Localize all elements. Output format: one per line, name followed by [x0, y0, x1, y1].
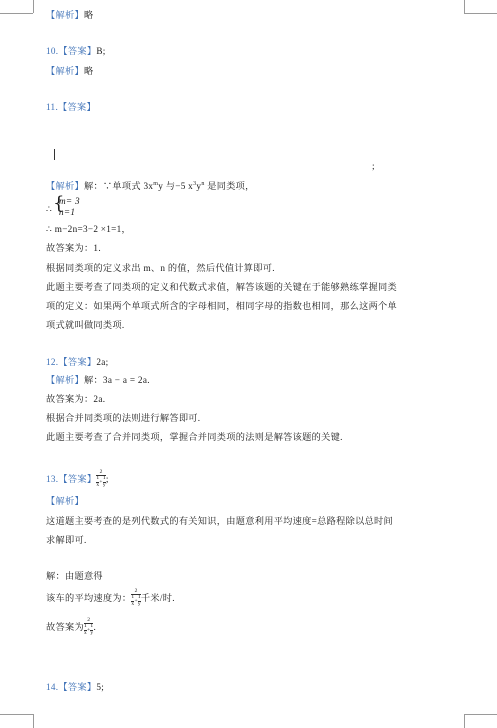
q11-para-2: 此题主要考查了同类项的定义和代数式求值，解答该题的关键在于能够熟练掌握同类 [46, 282, 398, 292]
q13-solution-line: 解：由题意得 [46, 571, 103, 581]
q12-answer: 2a; [96, 357, 109, 367]
crop-mark-top-left-h [0, 13, 33, 14]
q13-para-2: 求解即可. [46, 535, 87, 545]
q13-analysis-tag-line [46, 495, 84, 508]
q11-para-4: 项式就叫做同类项. [46, 320, 125, 330]
q13-avg-frac-y: y [137, 600, 141, 607]
q14-answer-line [46, 681, 104, 694]
q11-number: 11. [46, 102, 59, 112]
q13-frac-one-b: 1 [102, 475, 106, 482]
q13-avg-frac-one-b: 1 [137, 594, 141, 601]
q11-para-3: 项的定义：如果两个单项式所含的字母相同，相同字母的指数也相同，那么这两个单 [46, 301, 398, 311]
q13-avg-frac-x: x [131, 600, 135, 607]
q13-avg-frac-plus: + [134, 597, 138, 604]
q11-system-eq1: m= 3 [59, 196, 80, 206]
q13-avg-speed-prefix: 该车的平均速度为： [46, 592, 132, 603]
q13-gu-frac-plus: + [87, 626, 91, 633]
q11-system-eq2: n=1 [59, 207, 76, 217]
q12-answer-tag: 【答案】 [58, 357, 97, 367]
q13-number: 13. [46, 473, 59, 484]
q11-calc-line: ∴ m−2n=3−2 ×1=1， [46, 224, 132, 234]
q13-frac-plus: + [99, 478, 103, 485]
q12-analysis-line [46, 374, 150, 387]
q14-answer: 5; [96, 682, 105, 692]
crop-mark-top-right-h [464, 13, 497, 14]
q11-conclusion-line: 故答案为：1. [46, 243, 101, 253]
q11-answer-line [46, 101, 96, 114]
q11-system-brace: { [53, 193, 65, 214]
q14-number: 14. [46, 682, 59, 692]
q13-answer-fraction [96, 470, 106, 489]
q13-gu-frac-one-b: 1 [90, 623, 94, 630]
crop-mark-bottom-right-v [464, 714, 465, 728]
q10-analysis-text: 略 [83, 66, 94, 76]
q13-conclusion-fraction [83, 616, 97, 637]
q13-conclusion-suffix: . [93, 621, 97, 632]
q13-answer-line [46, 466, 109, 492]
prev-analysis-line [46, 9, 93, 22]
q13-gu-frac-one-a: 1 [83, 623, 88, 630]
q10-answer-line [46, 45, 106, 58]
q13-gu-frac-y: y [90, 629, 94, 636]
q11-exp-3: 3 [193, 181, 197, 187]
q11-answer-tag: 【答案】 [58, 102, 96, 112]
q12-answer-line [46, 356, 108, 369]
q13-frac-one-a: 1 [96, 475, 100, 482]
q13-para-1: 这道题主要考查的是列代数式的有关知识，由题意利用平均速度=总路程除以总时间 [46, 516, 394, 526]
q13-avg-speed-line [46, 585, 175, 611]
q11-analysis-text: 解：∵单项式 3x [83, 181, 154, 192]
q11-cursor-mark [54, 149, 55, 160]
q11-analysis-tag: 【解析】 [46, 181, 84, 192]
q13-avg-speed-suffix: 千米/时. [140, 592, 175, 603]
q14-answer-tag: 【答案】 [58, 682, 97, 692]
q10-answer-tag: 【答案】 [58, 46, 97, 56]
q13-avg-fraction [131, 589, 141, 608]
q11-analysis-mid: y 与−5 x [158, 181, 194, 192]
q12-para-1: 根据合并同类项的法则进行解答即可. [46, 413, 201, 423]
q11-exp-m: m [153, 181, 159, 187]
q13-frac-x: x [96, 481, 100, 488]
q13-frac-y: y [102, 481, 106, 488]
q13-answer-tag: 【答案】 [58, 473, 97, 484]
q13-gu-frac-x: x [83, 629, 88, 636]
q11-semicolon: ; [372, 161, 375, 171]
q13-gu-frac-numerator: 2 [87, 616, 91, 623]
q13-conclusion-prefix: 故答案为 [46, 621, 84, 632]
q12-para-2: 此题主要考查了合并同类项，掌握合并同类项的法则是解答该题的关键. [46, 432, 343, 442]
q13-avg-frac-numerator: 2 [134, 587, 138, 594]
crop-mark-top-left-v [33, 0, 34, 13]
crop-mark-bottom-left-v [33, 714, 34, 728]
q13-avg-frac-one-a: 1 [131, 594, 135, 601]
crop-mark-top-right-v [464, 0, 465, 13]
q13-answer-tail: ; [105, 473, 109, 484]
q10-number: 10. [46, 46, 59, 56]
crop-mark-bottom-right-h [464, 714, 497, 715]
q10-answer: B; [96, 46, 106, 56]
q12-conclusion-line: 故答案为：2a. [46, 394, 106, 404]
q13-analysis-tag: 【解析】 [46, 496, 84, 506]
q11-therefore: ∴ [46, 204, 53, 214]
q12-analysis-text: 解：3a − a = 2a. [83, 375, 150, 385]
q11-analysis-end: 是同类项， [204, 181, 255, 192]
q11-para-1: 根据同类项的定义求出 m、n 的值，然后代值计算即可. [46, 263, 275, 273]
crop-mark-bottom-left-h [0, 714, 33, 715]
q11-analysis-line [46, 178, 255, 193]
q10-analysis-tag: 【解析】 [46, 66, 84, 76]
q13-conclusion-line [46, 614, 96, 640]
q11-exp-n: n [201, 181, 205, 187]
q10-analysis-line [46, 65, 93, 78]
q11-analysis-mid2: y [196, 181, 202, 192]
analysis-tag: 【解析】 [46, 10, 84, 20]
q12-analysis-tag: 【解析】 [46, 375, 84, 385]
analysis-text: 略 [83, 10, 94, 20]
q13-frac-numerator: 2 [99, 468, 103, 475]
q12-number: 12. [46, 357, 59, 367]
